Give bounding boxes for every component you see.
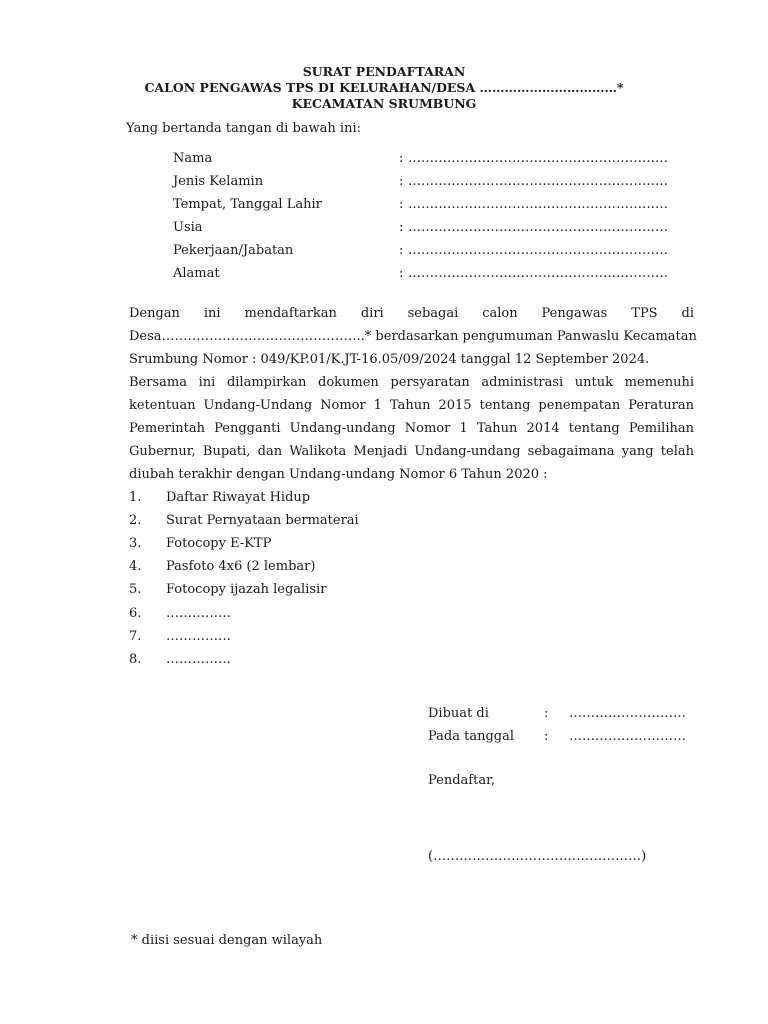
list-item-number: 5.	[129, 582, 142, 597]
field-label-tempat-tanggal-lahir: Tempat, Tanggal Lahir	[173, 197, 322, 212]
footnote: * diisi sesuai dengan wilayah	[131, 933, 323, 948]
field-colon: :	[399, 220, 404, 235]
title-line-3: KECAMATAN SRUMBUNG	[291, 96, 477, 111]
list-item: Fotocopy ijazah legalisir	[166, 582, 327, 597]
list-item-number: 6.	[129, 606, 142, 621]
field-colon: :	[399, 266, 404, 281]
body-line: Pemerintah Pengganti Undang-undang Nomor 1 Tahun 2014 tentang Pemilihan	[129, 421, 694, 436]
field-colon: :	[399, 174, 404, 189]
list-item-number: 1.	[129, 490, 142, 505]
list-item-number: 7.	[129, 629, 142, 644]
date-colon: :	[544, 729, 549, 744]
field-value-tempat-tanggal-lahir: ……………………………………………………	[408, 197, 668, 212]
registrant-label: Pendaftar,	[428, 773, 496, 788]
title-line-1: SURAT PENDAFTARAN	[302, 64, 466, 79]
date-value: ………………………	[569, 729, 686, 744]
body-line: Dengan ini mendaftarkan diri sebagai calon Pengawas TPS di	[129, 306, 694, 321]
body-line: Gubernur, Bupati, dan Walikota Menjadi Undang-undang sebagaimana yang telah	[129, 444, 694, 459]
field-label-nama: Nama	[173, 151, 213, 166]
body-line: Bersama ini dilampirkan dokumen persyaratan administrasi untuk memenuhi	[129, 375, 694, 390]
list-item: Daftar Riwayat Hidup	[166, 490, 311, 505]
intro-text: Yang bertanda tangan di bawah ini:	[126, 121, 361, 136]
field-value-usia: ……………………………………………………	[408, 220, 668, 235]
list-item-number: 2.	[129, 513, 142, 528]
body-line: diubah terakhir dengan Undang-undang Nomor 6 Tahun 2020 :	[129, 467, 548, 482]
field-value-jenis-kelamin: ……………………………………………………	[408, 174, 668, 189]
list-item: ……………	[166, 652, 231, 667]
field-label-jenis-kelamin: Jenis Kelamin	[173, 174, 264, 189]
list-item-number: 4.	[129, 559, 142, 574]
registrant-name-line: (…………………………………………)	[428, 849, 647, 864]
list-item: Surat Pernyataan bermaterai	[166, 513, 359, 528]
made-at-label: Dibuat di	[428, 706, 489, 721]
date-label: Pada tanggal	[428, 729, 515, 744]
list-item: ……………	[166, 606, 231, 621]
body-line: Srumbung Nomor : 049/KP.01/K.JT-16.05/09/2024 tanggal 12 September 2024.	[129, 352, 650, 367]
made-at-colon: :	[544, 706, 549, 721]
field-value-pekerjaan: ……………………………………………………	[408, 243, 668, 258]
field-value-alamat: ……………………………………………………	[408, 266, 668, 281]
list-item-number: 3.	[129, 536, 142, 551]
list-item: Fotocopy E-KTP	[166, 536, 272, 551]
made-at-value: ………………………	[569, 706, 686, 721]
field-colon: :	[399, 243, 404, 258]
field-label-pekerjaan: Pekerjaan/Jabatan	[173, 243, 294, 258]
field-label-alamat: Alamat	[173, 266, 220, 281]
field-colon: :	[399, 151, 404, 166]
field-colon: :	[399, 197, 404, 212]
field-label-usia: Usia	[173, 220, 203, 235]
list-item-number: 8.	[129, 652, 142, 667]
list-item: Pasfoto 4x6 (2 lembar)	[166, 559, 316, 574]
body-line: Desa………………………………………..* berdasarkan pengumuman Panwaslu Kecamatan	[129, 329, 697, 344]
list-item: ……………	[166, 629, 231, 644]
title-line-2: CALON PENGAWAS TPS DI KELURAHAN/DESA ……………………………*	[144, 80, 624, 95]
body-line: ketentuan Undang-Undang Nomor 1 Tahun 2015 tentang penempatan Peraturan	[129, 398, 694, 413]
field-value-nama: ……………………………………………………	[408, 151, 668, 166]
